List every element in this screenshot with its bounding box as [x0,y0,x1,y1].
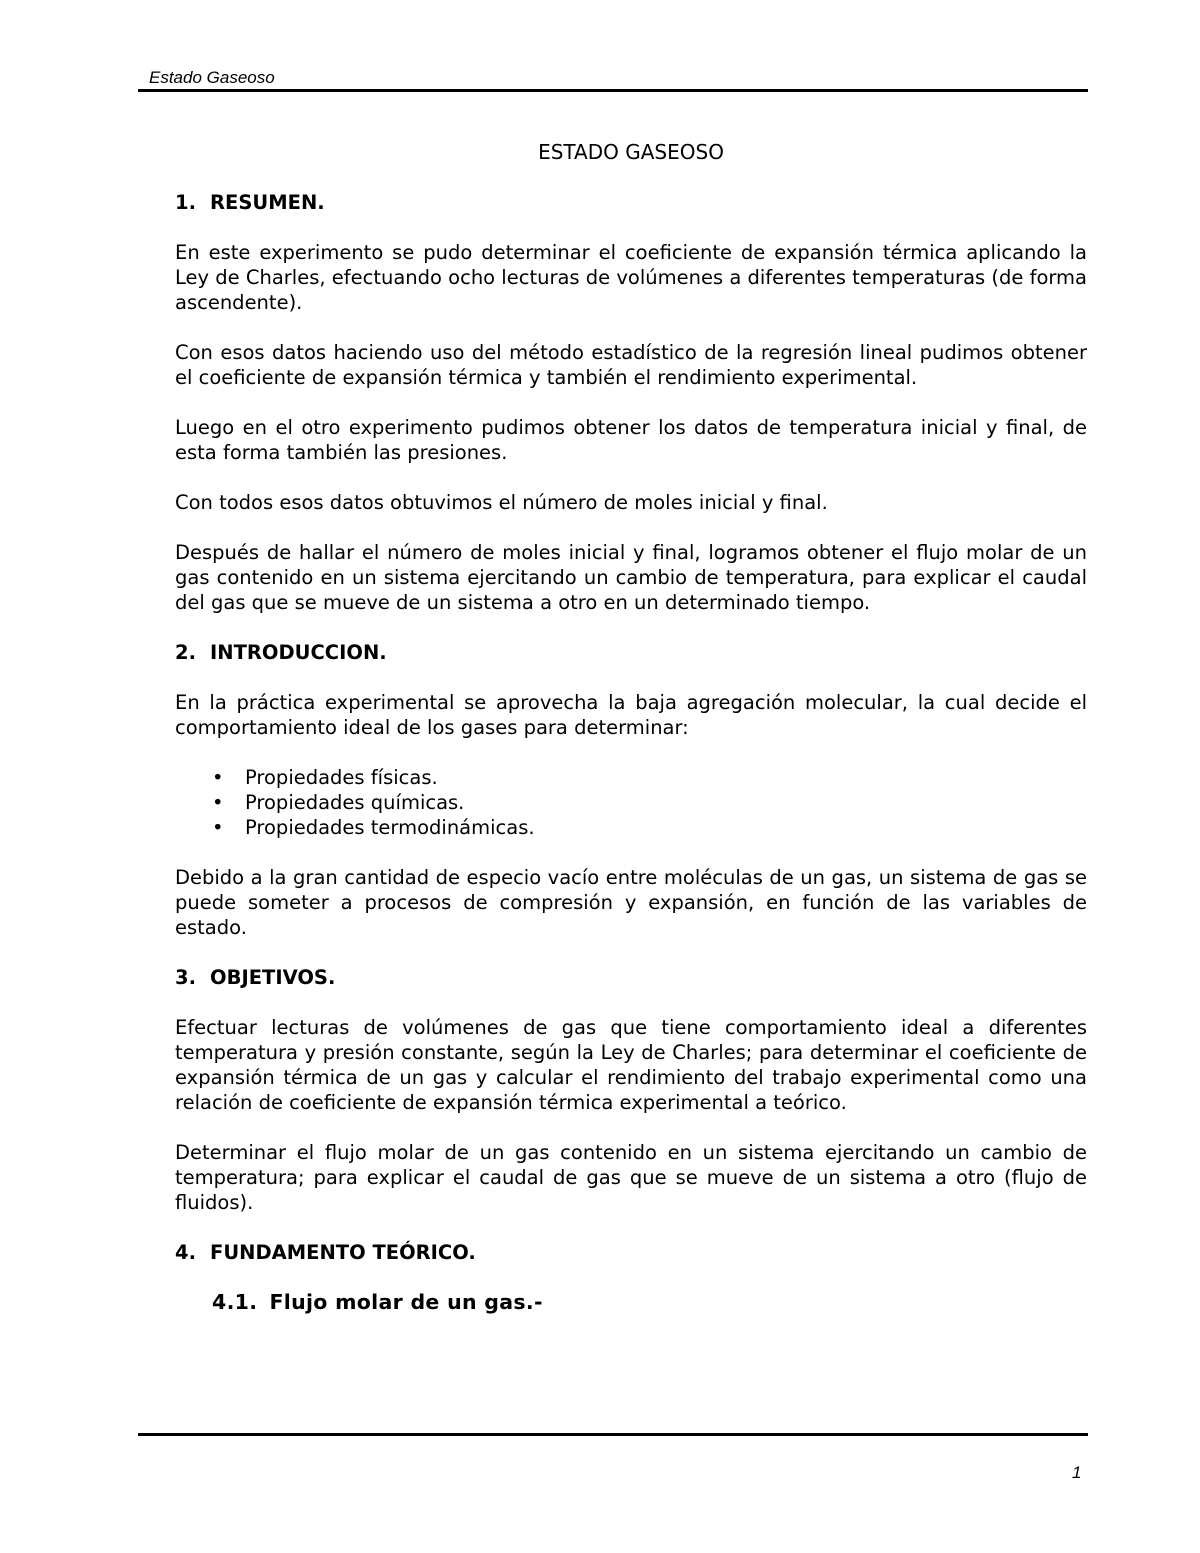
section-title: OBJETIVOS. [210,966,336,989]
paragraph: Determinar el flujo molar de un gas contenido en un sistema ejercitando un cambio de temperatura; para explicar el caudal de gas que se mueve de un sistema a otro (flujo de fluidos). [175,1141,1087,1214]
running-header-title: Estado Gaseoso [149,68,275,87]
bullet-icon: • [212,766,224,789]
header-rule [138,89,1088,92]
document-body [175,140,1087,1315]
list-item-text: Propiedades termodinámicas. [245,816,535,839]
page-number: 1 [1072,1463,1082,1482]
section-number: 2. [175,641,196,664]
paragraph: En la práctica experimental se aprovecha la baja agregación molecular, la cual decide el comportamiento ideal de los gases para determinar: [175,691,1087,739]
section-heading-resumen [175,190,1087,215]
paragraph: Debido a la gran cantidad de especio vacío entre moléculas de un gas, un sistema de gas se puede someter a procesos de compresión y expansión, en función de las variables de estado. [175,866,1087,939]
paragraph: Con todos esos datos obtuvimos el número de moles inicial y final. [175,491,828,514]
bullet-icon: • [212,816,224,839]
subsection-title: Flujo molar de un gas.- [269,1290,543,1314]
section-heading-fundamento [175,1240,1087,1265]
subsection-heading-flujo-molar [175,1290,1087,1315]
list-item [175,765,1087,790]
paragraph: Después de hallar el número de moles inicial y final, logramos obtener el flujo molar de un gas contenido en un sistema ejercitando un cambio de temperatura, para explicar el caudal del gas que se mueve de un sistema a otro en un determinado tiempo. [175,541,1087,614]
section-title: FUNDAMENTO TEÓRICO. [210,1241,476,1264]
section-heading-objetivos [175,965,1087,990]
list-item-text: Propiedades físicas. [245,766,438,789]
section-title: RESUMEN. [210,191,325,214]
paragraph: En este experimento se pudo determinar el coeficiente de expansión térmica aplicando la Ley de Charles, efectuando ocho lecturas de volúmenes a diferentes temperaturas (de forma ascendente). [175,241,1087,314]
paragraph: Luego en el otro experimento pudimos obtener los datos de temperatura inicial y final, de esta forma también las presiones. [175,416,1087,464]
bullet-list [175,765,1087,840]
footer-rule [138,1433,1088,1436]
section-title: INTRODUCCION. [210,641,387,664]
bullet-icon: • [212,791,224,814]
section-number: 4. [175,1241,196,1264]
subsection-number: 4.1. [212,1290,258,1314]
paragraph: Efectuar lecturas de volúmenes de gas que tiene comportamiento ideal a diferentes temperatura y presión constante, según la Ley de Charles; para determinar el coeficiente de expansión térmica de un gas y calcular el rendimiento del trabajo experimental como una relación de coeficiente de expansión térmica experimental a teórico. [175,1016,1087,1114]
document-title: ESTADO GASEOSO [538,140,724,164]
list-item [175,815,1087,840]
list-item [175,790,1087,815]
section-number: 1. [175,191,196,214]
list-item-text: Propiedades químicas. [245,791,465,814]
paragraph: Con esos datos haciendo uso del método estadístico de la regresión lineal pudimos obtener el coeficiente de expansión térmica y también el rendimiento experimental. [175,341,1087,389]
section-heading-introduccion [175,640,1087,665]
section-number: 3. [175,966,196,989]
